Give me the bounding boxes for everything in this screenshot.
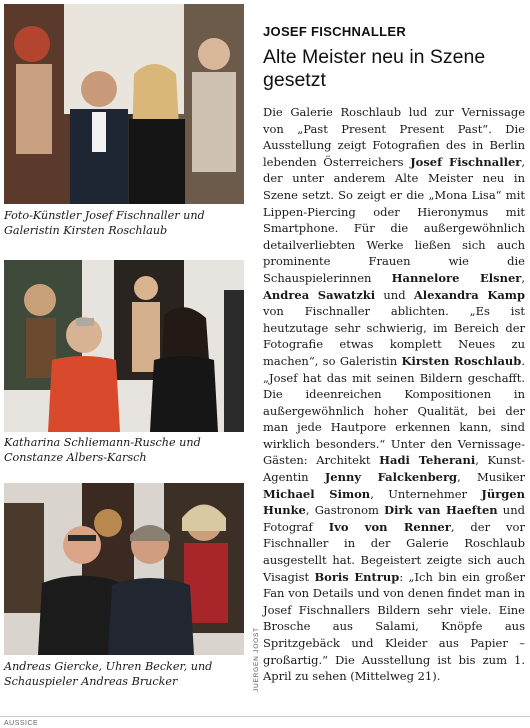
person-name: Hadi Teherani (379, 453, 476, 468)
person-name: Jürgen Hunke (263, 486, 525, 518)
body-segment: . „Josef hat das mit seinen Bildern geschafft. Die ideenreichen Kompositionen in außergewöhnlich hoher Qualität, bei der man jede Hautpore erkennen kann, sind wirklich besonders.“ Unter den Vernissage-Gästen: Architekt (263, 353, 525, 468)
footer-label: AUSSICE (4, 720, 39, 727)
body-segment: , Gastronom (305, 503, 385, 518)
article-headline: Alte Meister neu in Szene gesetzt (263, 46, 486, 91)
body-segment: Die Galerie Roschlaub lud zur Vernissage von „Past Present Present Past“. Die Ausstellung zeigt Fotografien des in Berlin lebenden Österreichers (263, 105, 525, 169)
body-segment: , der vor Fischnaller in der Galerie Roschlaub ausgestellt hat. Begeistert zeigte sich auch Visagist (263, 519, 525, 584)
body-segment: , Musiker (457, 470, 525, 485)
body-segment: , Unternehmer (370, 486, 482, 501)
photo-caption: Foto-Künstler Josef Fischnaller und Galeristin Kirsten Roschlaub (4, 209, 205, 237)
person-name: Boris Entrup (314, 569, 400, 584)
body-segment: und Fotograf (263, 503, 525, 534)
person-name: Kirsten Roschlaub (401, 353, 522, 368)
photo-schliemann-rusche-albers-karsch (4, 260, 244, 432)
body-segment: , Kunst-Agentin (263, 453, 526, 485)
footer-divider (0, 716, 530, 717)
article (263, 24, 525, 685)
article-kicker: JOSEF FISCHNALLER (263, 24, 407, 39)
person-name: Alexandra Kamp (413, 287, 525, 302)
body-segment: , der unter anderem Alte Meister neu in Szene setzt. So zeigt er die „Mona Lisa“ mit Lippen-Piercing oder Hieronymus mit Smartphone. Für die außergewöhnlich detailverliebten Werke ließen sich auch prominente Frauen wie die Schauspielerinnen (263, 154, 525, 285)
person-name: Jenny Falckenberg (324, 470, 458, 485)
photo-fischnaller-roschlaub (4, 4, 244, 204)
photo-credit: JUERGEN JOOST (253, 627, 260, 692)
article-body (263, 104, 525, 685)
photo-caption: Andreas Giercke, Uhren Becker, und Schauspieler Andreas Brucker (4, 660, 213, 688)
photo-caption: Katharina Schliemann-Rusche und Constanze Albers-Karsch (4, 436, 201, 464)
person-name: Josef Fischnaller (410, 154, 522, 169)
person-name: Ivo von Renner (328, 519, 451, 534)
person-name: Hannelore Elsner (391, 270, 522, 285)
person-name: Andrea Sawatzki (263, 287, 376, 302)
body-segment: : „Ich bin ein großer Fan von Details und von denen findet man in Josef Fischnallers Bildern sehr viele. Eine Brosche aus Salami, Knöpfe aus Spritzgebäck und Kleider aus Papier – großartig.“ Die Ausstellung ist bis zum 1. April zu sehen (Mittelweg 21). (263, 569, 525, 684)
person-name: Dirk van Haeften (384, 503, 498, 518)
body-segment: und (375, 287, 414, 302)
photo-giercke-becker-brucker (4, 483, 244, 655)
body-segment: , (521, 270, 526, 285)
body-segment: von Fischnaller ablichten. „Es ist heutzutage sehr schwierig, im Bereich der Fotografie etwas komplett Neues zu machen“, so Galeristin (263, 304, 525, 368)
person-name: Michael Simon (263, 486, 371, 501)
